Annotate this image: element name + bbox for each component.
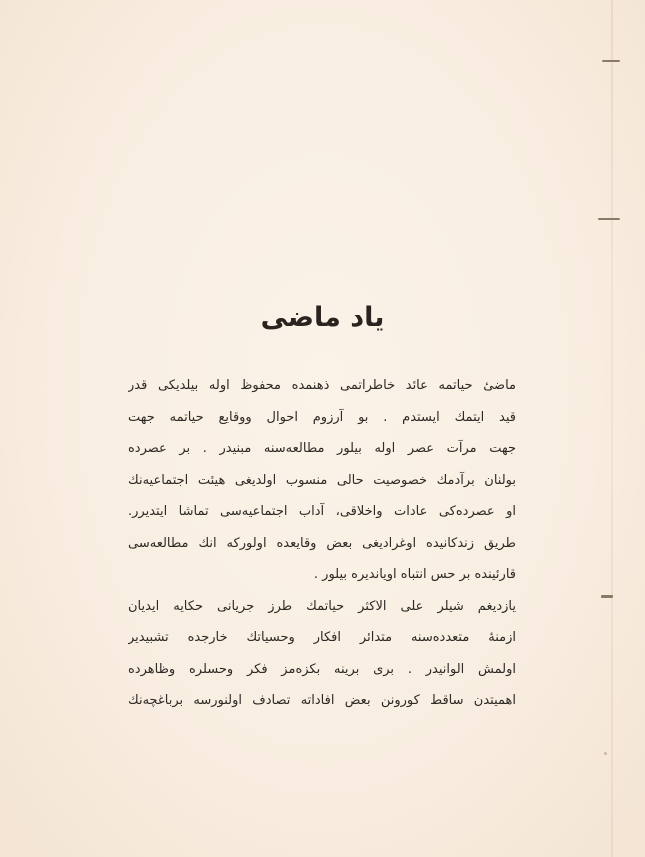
stitch-mark-middle [601, 595, 613, 598]
text-line: طریق زندکانیده اوغرادیغی بعض وقایعده اولورکه انك مطالعه‌سی [128, 535, 516, 551]
body-text [128, 370, 516, 717]
text-line: بولنان برآدمك خصوصیت حالی منسوب اولدیغی هیئت اجتماعیه‌نك [128, 472, 516, 488]
text-line: جهت مرآت عصر اوله بیلور مطالعه‌سنه مبنیدر . بر عصرده [128, 441, 516, 456]
stitch-mark-upper [598, 218, 620, 220]
stitch-mark-top [602, 60, 620, 62]
text-line: او عصرده‌کی عادات واخلاقی، آداب اجتماعیه‌سی تماشا ایتدیرر. [128, 504, 516, 519]
text-line: ماضیٔ حیاتمه عائد خاطراتمی ذهنمده محفوظ اوله بیلدیکی قدر [128, 378, 516, 393]
text-line: قارئینده بر حس انتباه اویاندیره بیلور . [313, 567, 516, 582]
text-line: اهمیتدن ساقط کورونن بعض افاداته تصادف اولنورسه برباغچه‌نك [128, 693, 516, 708]
text-line: اولمش الوانیدر . بری برینه بکزه‌مز فکر وحسلره وظاهرده [128, 661, 516, 677]
page-title: یاد ماضی [260, 302, 385, 333]
paper-speck [604, 752, 607, 755]
text-line: یازدیغم شیلر علی الاکثر حیاتمك طرز جریانی حکایه ایدیان [128, 598, 516, 614]
binding-margin-line [611, 0, 613, 857]
paragraph-2 [128, 591, 516, 717]
text-line: قید ایتمك ایستدم . بو آرزوم احوال ووقایع حیاتمه جهت [128, 409, 516, 425]
paragraph-1 [128, 370, 516, 591]
text-line: ازمنهٔ متعدده‌سنه متدائر افکار وحسیاتك خارجده تشبیدیر [128, 630, 516, 645]
